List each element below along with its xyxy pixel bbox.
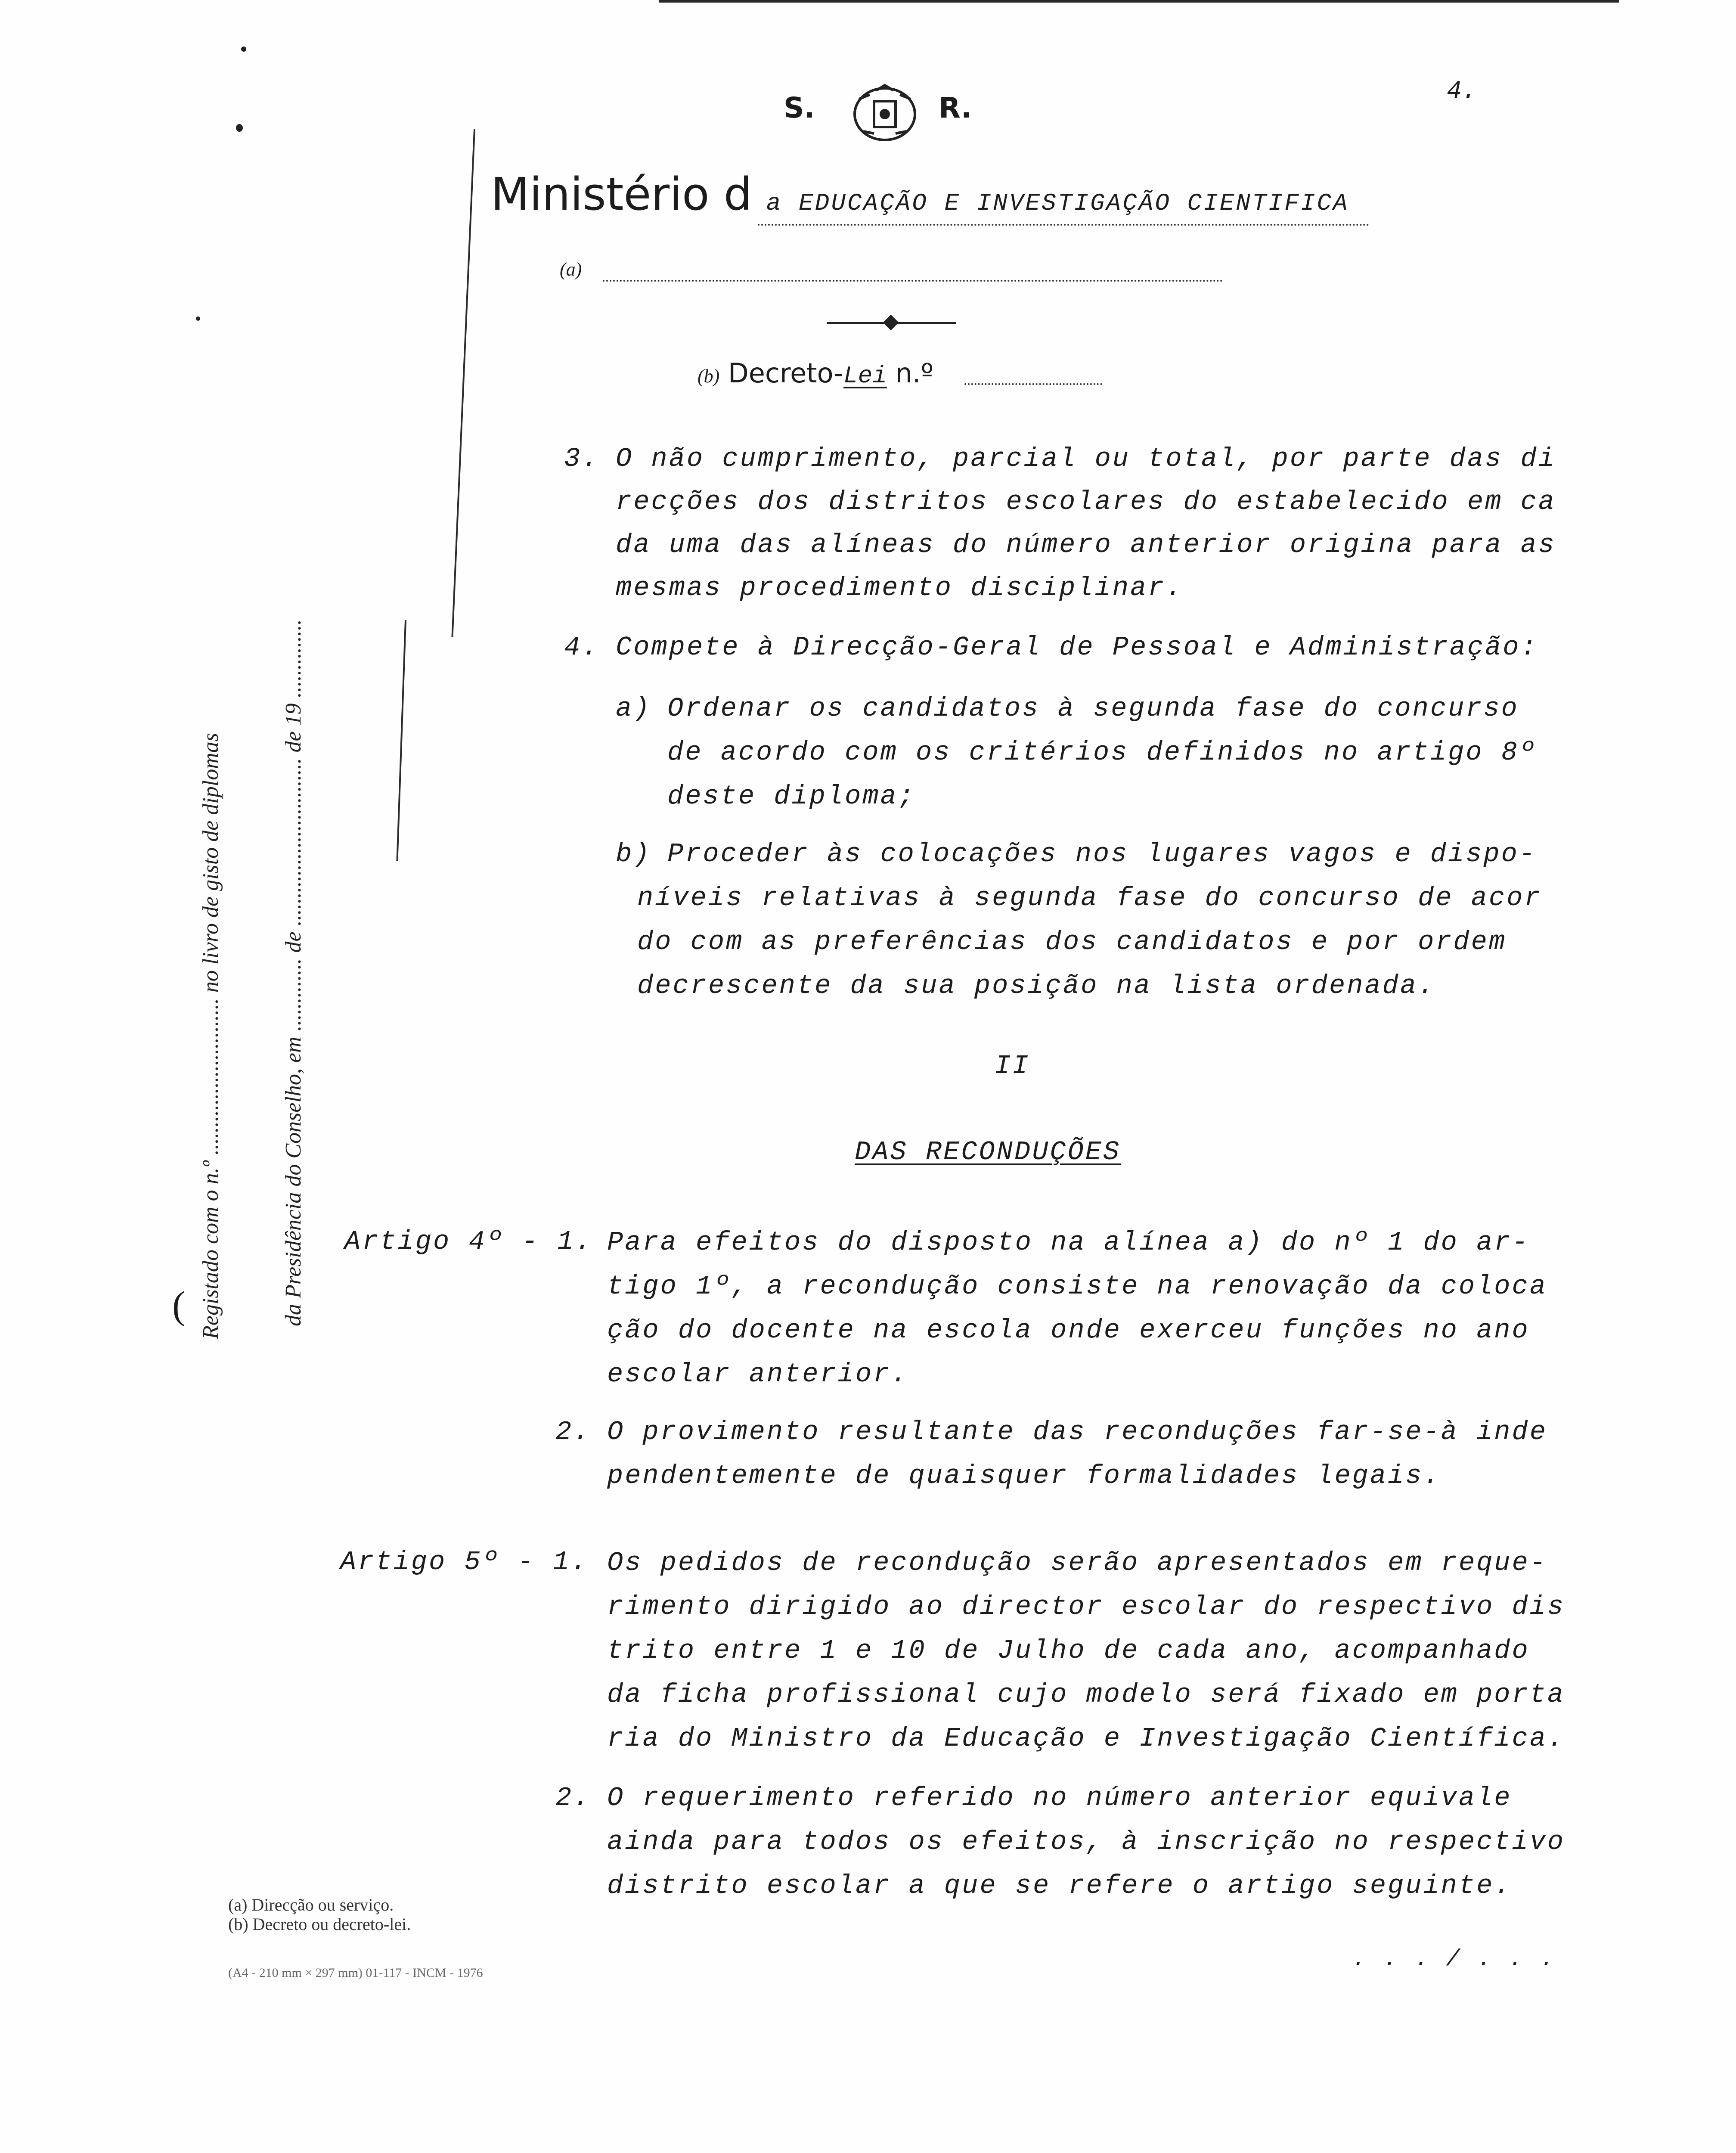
artigo5-p1-line-5: ria do Ministro da Educação e Investigação Científica.: [607, 1723, 1566, 1754]
side-note-dots-2: .............: [281, 958, 306, 1031]
line-a-label: (a): [560, 259, 582, 280]
artigo4-p1-line-2: tigo 1º, a recondução consiste na renovação da coloca: [607, 1271, 1547, 1302]
artigo5-p2-line-3: distrito escolar a que se refere o artigo seguinte.: [607, 1871, 1512, 1901]
artigo5-p1-line-2: rimento dirigido ao director escolar do respectivo dis: [607, 1591, 1566, 1622]
item4b-line-1: Proceder às colocações nos lugares vagos e dispo-: [667, 839, 1537, 869]
decree-lei-insert: Lei: [843, 362, 887, 390]
header-s-letter: S.: [784, 91, 815, 124]
side-note-registry: [198, 733, 223, 1339]
top-border-line: [659, 0, 1619, 3]
speck: [241, 47, 246, 52]
side-note-de19: de 19: [281, 703, 306, 753]
artigo4-p1-line-3: ção do docente na escola onde exerceu funções no ano: [607, 1315, 1530, 1346]
side-note-dots-1: ............................: [198, 998, 223, 1155]
line-a-dotted: [603, 280, 1223, 282]
decree-suffix: n.º: [887, 357, 933, 389]
margin-rule-upper: [452, 129, 475, 637]
side-note-presidencia-text: da Presidência do Conselho, em: [281, 1036, 306, 1326]
artigo4-p2-line-1: O provimento resultante das reconduções far-se-à inde: [607, 1417, 1547, 1447]
item4a-line-2: de acordo com os critérios definidos no artigo 8º: [667, 737, 1537, 768]
side-note-dots-4: ..............: [281, 619, 306, 698]
decree-prefix: Decreto-: [728, 357, 844, 389]
separator-diamond: [883, 315, 899, 331]
decree-label-b: (b): [698, 366, 720, 387]
decree-line: [698, 357, 933, 390]
artigo4-p1-line-4: escolar anterior.: [607, 1359, 909, 1390]
decree-number-dotted: [964, 383, 1102, 385]
artigo5-p1-line-1: Os pedidos de recondução serão apresentados em reque-: [607, 1548, 1547, 1578]
item4b-line-2: níveis relativas à segunda fase do concurso de acor: [637, 883, 1542, 913]
speck: [236, 124, 243, 132]
footnote-a: (a) Direcção ou serviço.: [228, 1895, 394, 1914]
print-code: (A4 - 210 mm × 297 mm) 01-117 - INCM - 1976: [228, 1966, 483, 1980]
item4a-label: a): [616, 693, 651, 724]
artigo4-p2-line-2: pendentemente de quaisquer formalidades legais.: [607, 1461, 1441, 1491]
continuation-marker: . . . / . . .: [1352, 1946, 1556, 1973]
item4-number: 4.: [564, 632, 600, 663]
side-note-bracket: (: [172, 1284, 185, 1327]
item3-line-3: da uma das alíneas do número anterior origina para as: [616, 530, 1556, 560]
margin-rule-lower: [396, 620, 406, 861]
item4a-line-1: Ordenar os candidatos à segunda fase do concurso: [667, 693, 1519, 724]
ministry-prefix: Ministério d: [491, 168, 752, 220]
coat-of-arms-emblem: [850, 82, 919, 146]
item3-line-1: O não cumprimento, parcial ou total, por parte das di: [616, 444, 1556, 474]
side-note-gisto: gisto de diplomas: [198, 732, 223, 891]
ministry-name: a EDUCAÇÃO E INVESTIGAÇÃO CIENTIFICA: [766, 189, 1349, 217]
page-number: 4.: [1447, 78, 1477, 105]
section-heading: DAS RECONDUÇÕES: [855, 1137, 1121, 1167]
section-roman-numeral: II: [995, 1051, 1030, 1081]
side-note-dots-3: ..............................: [281, 758, 306, 926]
speck: [196, 316, 200, 321]
item3-line-2: recções dos distritos escolares do estabelecido em ca: [616, 487, 1556, 517]
header-r-letter: R.: [939, 91, 972, 124]
item4a-line-3: deste diploma;: [667, 781, 916, 812]
ministry-dotted-line: [758, 224, 1369, 226]
side-note-presidencia: [281, 619, 306, 1326]
ministry-title: [491, 168, 1349, 220]
side-note-livro: no livro de: [198, 896, 223, 993]
item3-line-4: mesmas procedimento disciplinar.: [616, 573, 1184, 603]
item4b-line-4: decrescente da sua posição na lista ordenada.: [637, 971, 1436, 1001]
artigo4-label: Artigo 4º - 1.: [344, 1226, 593, 1257]
side-note-de1: de: [281, 931, 306, 953]
artigo4-p2-number: 2.: [555, 1417, 591, 1447]
artigo5-p2-line-2: ainda para todos os efeitos, à inscrição no respectivo: [607, 1827, 1566, 1857]
side-note-registado: Registado com o n.º: [198, 1160, 223, 1339]
footnote-b: (b) Decreto ou decreto-lei.: [228, 1914, 411, 1934]
artigo4-p1-line-1: Para efeitos do disposto na alínea a) do nº 1 do ar-: [607, 1227, 1530, 1258]
item3-number: 3.: [564, 444, 600, 474]
artigo5-p1-line-4: da ficha profissional cujo modelo será fixado em porta: [607, 1679, 1566, 1710]
artigo5-p2-number: 2.: [555, 1783, 591, 1813]
item4b-label: b): [616, 839, 651, 869]
artigo5-p1-line-3: trito entre 1 e 10 de Julho de cada ano, acompanhado: [607, 1635, 1530, 1666]
artigo5-p2-line-1: O requerimento referido no número anterior equivale: [607, 1783, 1512, 1813]
item4b-line-3: do com as preferências dos candidatos e por ordem: [637, 927, 1507, 957]
artigo5-label: Artigo 5º - 1.: [340, 1547, 589, 1577]
item4-line: Compete à Direcção-Geral de Pessoal e Administração:: [616, 632, 1538, 663]
